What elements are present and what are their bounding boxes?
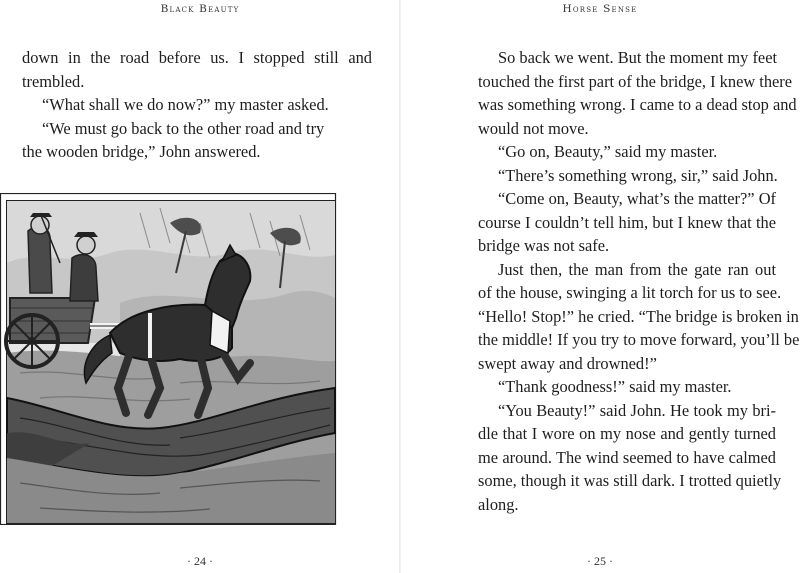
text-line: the middle! If you try to move forward, you’ll be — [478, 330, 800, 349]
text-line: touched the first part of the bridge, I knew there — [478, 71, 793, 91]
text-line: some, though it was still dark. I trotted quietly — [478, 471, 782, 490]
text-line: course I couldn’t tell him, but I knew that the — [478, 212, 776, 232]
text-line: “You Beauty!” said John. He took my bri- — [498, 400, 776, 420]
text-line: So back we went. But the moment my feet — [498, 48, 778, 67]
running-header-left: Black Beauty — [160, 3, 240, 15]
text-line: me around. The wind seemed to have calmed — [478, 447, 776, 467]
text-line: Just then, the man from the gate ran out — [498, 259, 776, 279]
text-line: “Come on, Beauty, what’s the matter?” Of — [498, 189, 776, 208]
text-line: would not move. — [478, 118, 589, 138]
left-body-text — [22, 46, 372, 164]
text-line: of the house, swinging a lit torch for us to see. — [478, 283, 782, 302]
right-body-text — [478, 46, 800, 516]
text-line: “Thank goodness!” said my master. — [498, 377, 732, 396]
text-line: down in the road before us. I stopped still and — [22, 48, 372, 67]
text-line: “We must go back to the other road and try — [42, 118, 325, 138]
text-line: along. — [478, 494, 519, 514]
text-line: “There’s something wrong, sir,” said John. — [498, 165, 778, 185]
text-line: “Hello! Stop!” he cried. “The bridge is broken in — [478, 306, 799, 326]
page-number-left: · 24 · — [187, 554, 213, 568]
text-line: the wooden bridge,” John answered. — [22, 142, 261, 161]
text-line: swept away and drowned!” — [478, 353, 657, 373]
illustration — [0, 193, 343, 525]
text-line: “What shall we do now?” my master asked. — [42, 95, 329, 114]
running-header-right: Horse Sense — [562, 3, 638, 15]
text-line: “Go on, Beauty,” said my master. — [498, 142, 718, 161]
text-line: trembled. — [22, 71, 85, 91]
text-line: bridge was not safe. — [478, 236, 610, 255]
text-line: dle that I wore on my nose and gently turned — [478, 424, 776, 443]
text-line: was something wrong. I came to a dead stop and — [478, 95, 797, 114]
page-number-right: · 25 · — [587, 554, 613, 568]
